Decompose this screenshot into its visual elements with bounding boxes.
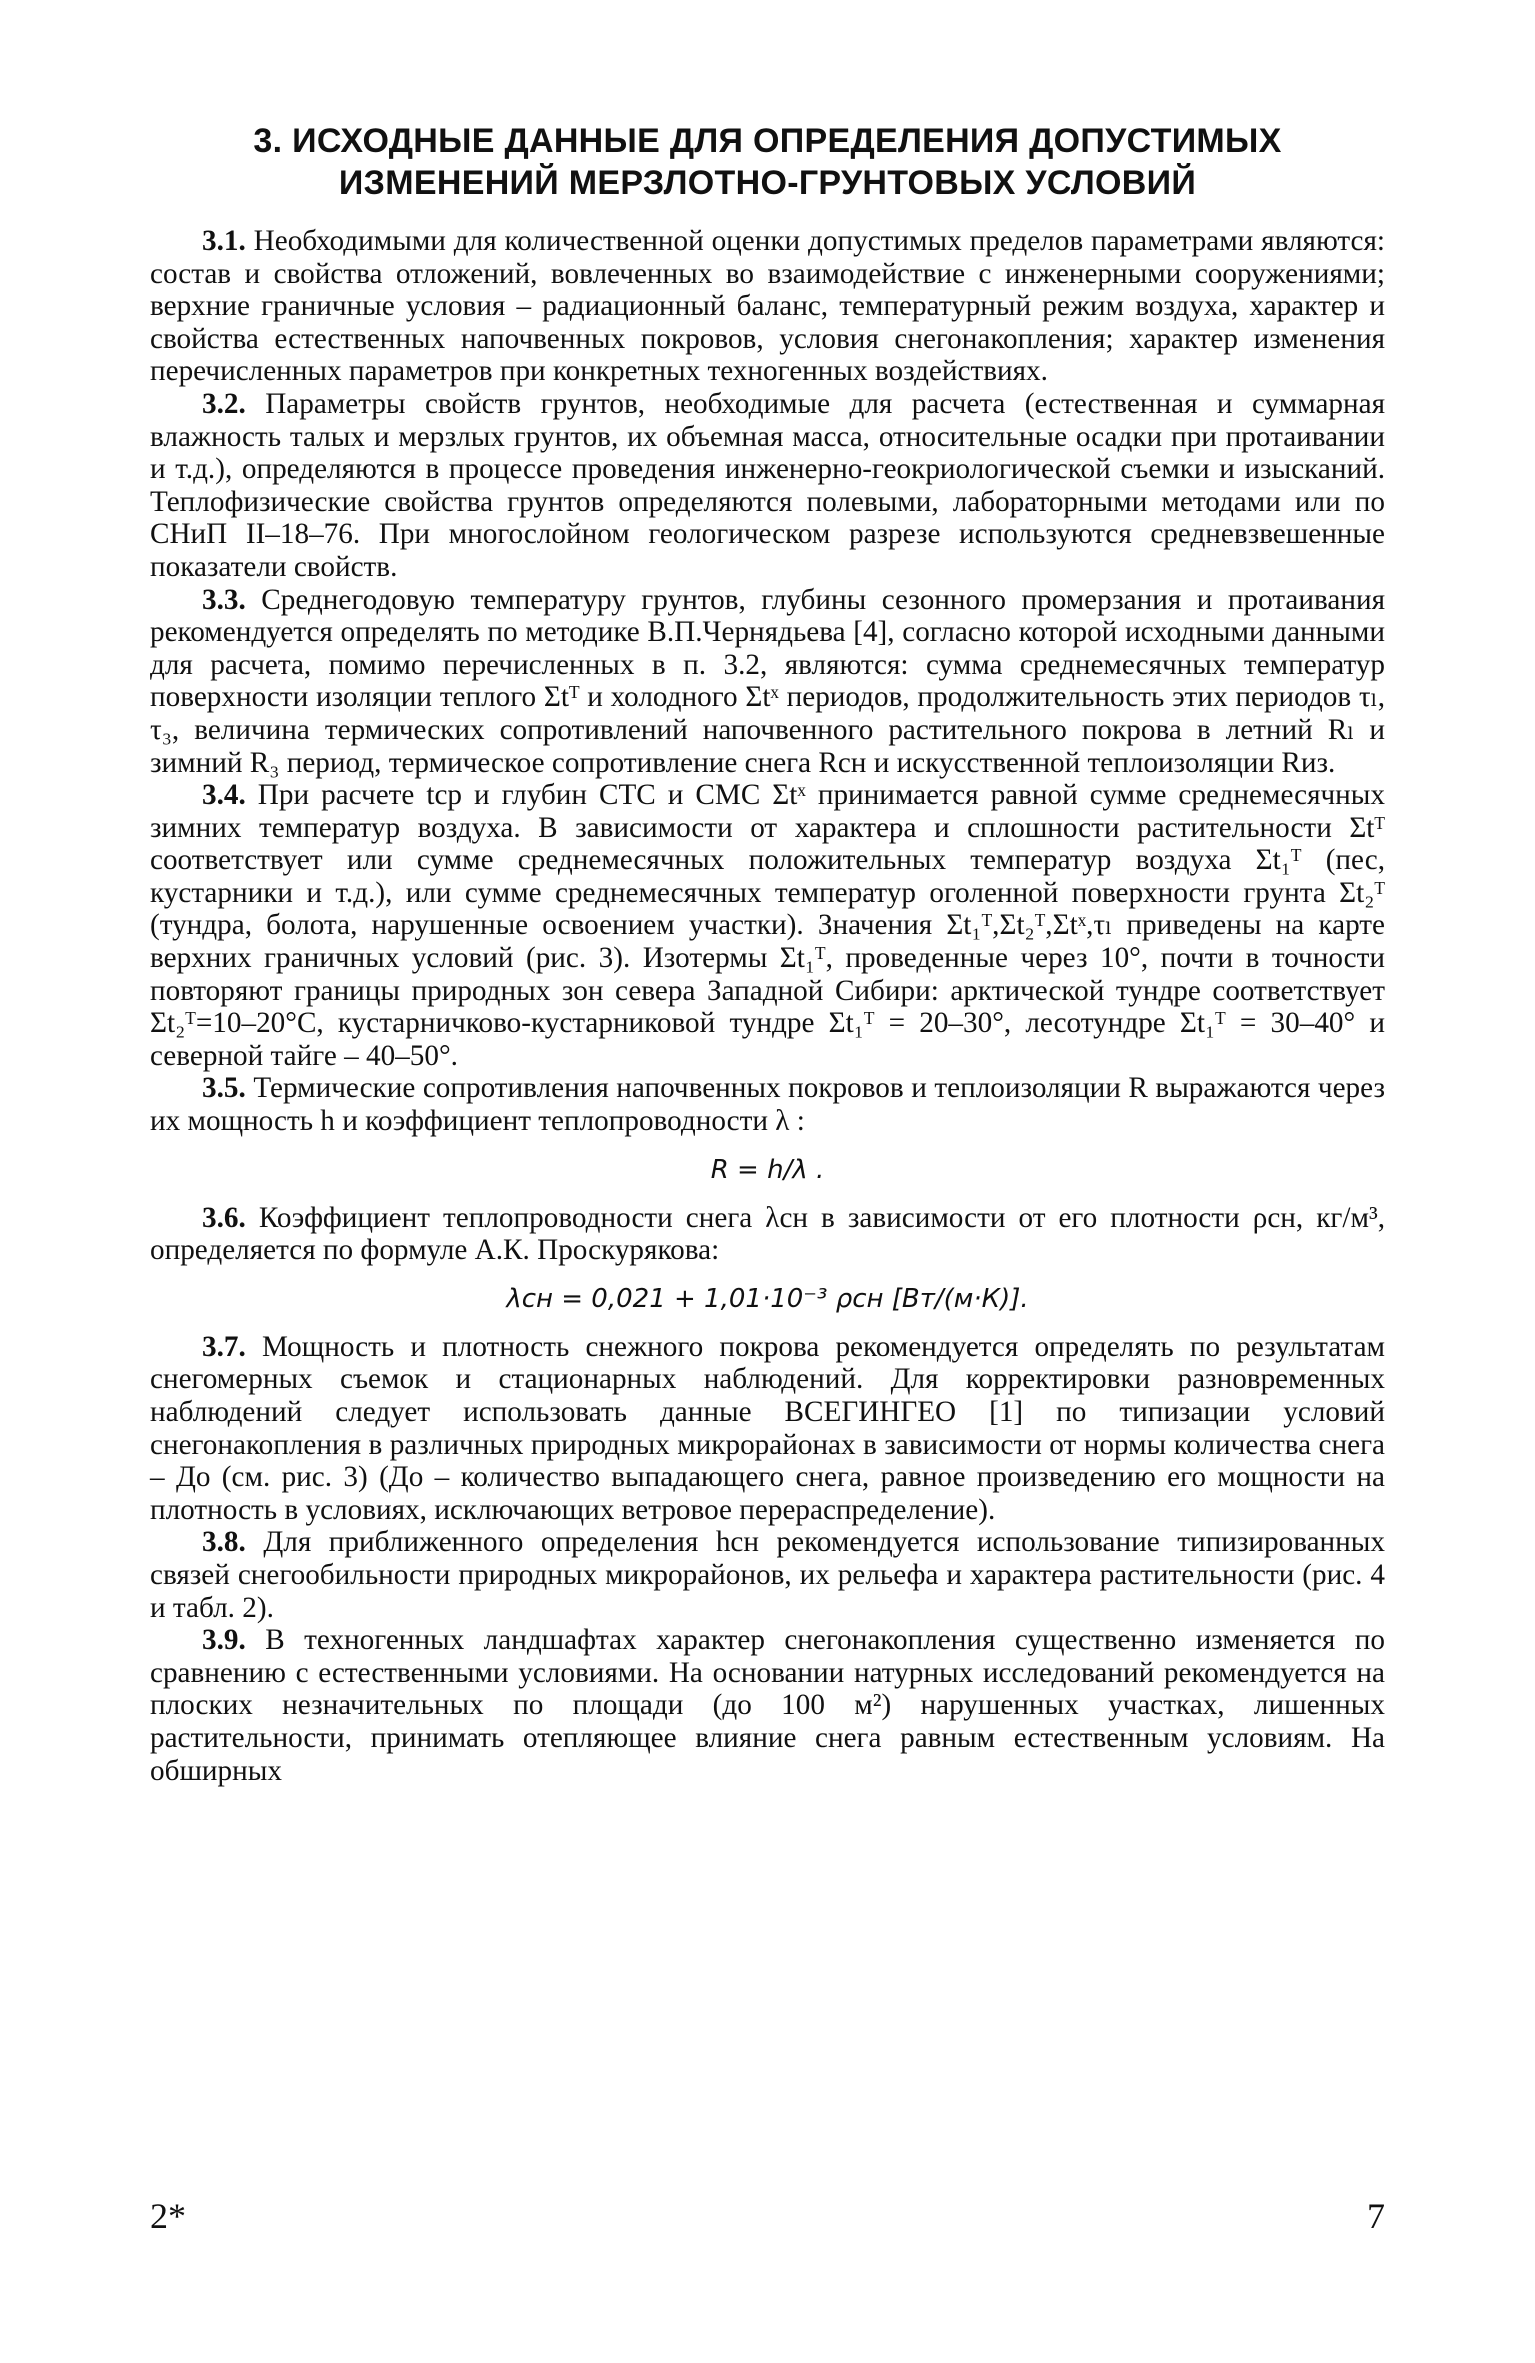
paragraph-text: Термические сопротивления напочвенных покровов и теплоизоляции R выражаются через их мощность h и коэффициент теплопроводности λ : bbox=[150, 1072, 1385, 1138]
paragraph-3-6 bbox=[150, 1202, 1385, 1267]
page-number: 7 bbox=[1367, 2196, 1385, 2236]
paragraph-3-2 bbox=[150, 388, 1385, 584]
paragraph-3-7 bbox=[150, 1331, 1385, 1527]
paragraph-text: В техногенных ландшафтах характер снегонакопления существенно изменяется по сравнению с естественными условиями. На основании натурных исследований рекомендуется на плоских незначительных по площади (до 100 м²) нарушенных участках, лишенных растительности, принимать отепляющее влияние снега равным естественным условиям. На обширных bbox=[150, 1624, 1385, 1787]
heading-line-1: 3. ИСХОДНЫЕ ДАННЫЕ ДЛЯ ОПРЕДЕЛЕНИЯ ДОПУСТИМЫХ bbox=[253, 122, 1282, 160]
paragraph-text: Коэффициент теплопроводности снега λсн в зависимости от его плотности ρсн, кг/м³, определяется по формуле А.К. Проскурякова: bbox=[150, 1201, 1386, 1267]
paragraph-3-1 bbox=[150, 225, 1385, 388]
signature-mark: 2* bbox=[150, 2196, 186, 2236]
paragraph-number: 3.9. bbox=[202, 1624, 246, 1657]
paragraph-text: Среднегодовую температуру грунтов, глубины сезонного промерзания и протаивания рекомендуется определять по методике В.П.Чернядьева [4], согласно которой исходными данными для расчета, помимо перечисленных в п. 3.2, являются: сумма среднемесячных температур поверхности изоляции теплого Σtᵀ и холодного Σtˣ периодов, продолжительность этих периодов τₗ, τ₃, величина термических сопротивлений напочвенного растительного покрова в летний Rₗ и зимний R₃ период, термическое сопротивление снега Rсн и искусственной теплоизоляции Rиз. bbox=[150, 583, 1385, 779]
body-text bbox=[150, 225, 1385, 1787]
paragraph-number: 3.1. bbox=[202, 225, 246, 257]
paragraph-3-3 bbox=[150, 584, 1385, 780]
formula-snow-conductivity: λсн = 0,021 + 1,01·10⁻³ ρсн [Вт/(м·К)]. bbox=[506, 1283, 1029, 1314]
paragraph-text: При расчете tср и глубин СТС и СМС Σtˣ принимается равной сумме среднемесячных зимних температур воздуха. В зависимости от характера и сплошности растительности Σtᵀ соответствует или сумме среднемесячных положительных температур воздуха Σt₁ᵀ (пес, кустарники и т.д.), или сумме среднемесячных температур оголенной поверхности грунта Σt₂ᵀ (тундра, болота, нарушенные освоением участки). Значения Σt₁ᵀ,Σt₂ᵀ,Σtˣ,τₗ приведены на карте верхних граничных условий (рис. 3). Изотермы Σt₁ᵀ, проведенные через 10°, почти в точности повторяют границы природных зон севера Западной Сибири: арктической тундре соответствует Σt₂ᵀ=10–20°С, кустарничково-кустарниковой тундре Σt₁ᵀ = 20–30°, лесотундре Σt₁ᵀ = 30–40° и северной тайге – 40–50°. bbox=[150, 779, 1386, 1072]
paragraph-3-8 bbox=[150, 1526, 1385, 1624]
heading-line-2: ИЗМЕНЕНИЙ МЕРЗЛОТНО-ГРУНТОВЫХ УСЛОВИЙ bbox=[338, 164, 1197, 202]
paragraph-number: 3.8. bbox=[202, 1526, 246, 1559]
paragraph-text: Необходимыми для количественной оценки допустимых пределов параметрами являются: состав и свойства отложений, вовлеченных во взаимодействие с инженерными сооружениями; верхние граничные условия – радиационный баланс, температурный режим воздуха, характер и свойства естественных напочвенных покровов, условия снегонакопления; характер изменения перечисленных параметров при конкретных техногенных воздействиях. bbox=[150, 225, 1385, 388]
paragraph-number: 3.6. bbox=[202, 1201, 246, 1234]
section-heading bbox=[150, 120, 1385, 204]
paragraph-number: 3.2. bbox=[202, 387, 246, 420]
paragraph-number: 3.7. bbox=[202, 1330, 246, 1363]
paragraph-number: 3.3. bbox=[202, 583, 246, 616]
formula-thermal-resistance: R = h/λ . bbox=[710, 1154, 825, 1185]
paragraph-number: 3.5. bbox=[202, 1072, 246, 1105]
paragraph-3-4 bbox=[150, 779, 1385, 1072]
paragraph-text: Для приближенного определения hсн рекомендуется использование типизированных связей снегообильности природных микрорайонов, их рельефа и характера растительности (рис. 4 и табл. 2). bbox=[150, 1526, 1385, 1624]
paragraph-text: Мощность и плотность снежного покрова рекомендуется определять по результатам снегомерных съемок и стационарных наблюдений. Для корректировки разновременных наблюдений следует использовать данные ВСЕГИНГЕО [1] по типизации условий снегонакопления в различных природных микрорайонах в зависимости от нормы количества снега – До (см. рис. 3) (До – количество выпадающего снега, равное произведению его мощности на плотность в условиях, исключающих ветровое перераспределение). bbox=[150, 1330, 1385, 1526]
paragraph-3-9 bbox=[150, 1624, 1385, 1787]
paragraph-text: Параметры свойств грунтов, необходимые для расчета (естественная и суммарная влажность талых и мерзлых грунтов, их объемная масса, относительные осадки при протаивании и т.д.), определяются в процессе проведения инженерно-геокриологической съемки и изысканий. Теплофизические свойства грунтов определяются полевыми, лабораторными методами или по СНиП II–18–76. При многослойном геологическом разрезе используются средневзвешенные показатели свойств. bbox=[150, 387, 1386, 583]
paragraph-number: 3.4. bbox=[202, 779, 246, 812]
paragraph-3-5 bbox=[150, 1072, 1385, 1137]
